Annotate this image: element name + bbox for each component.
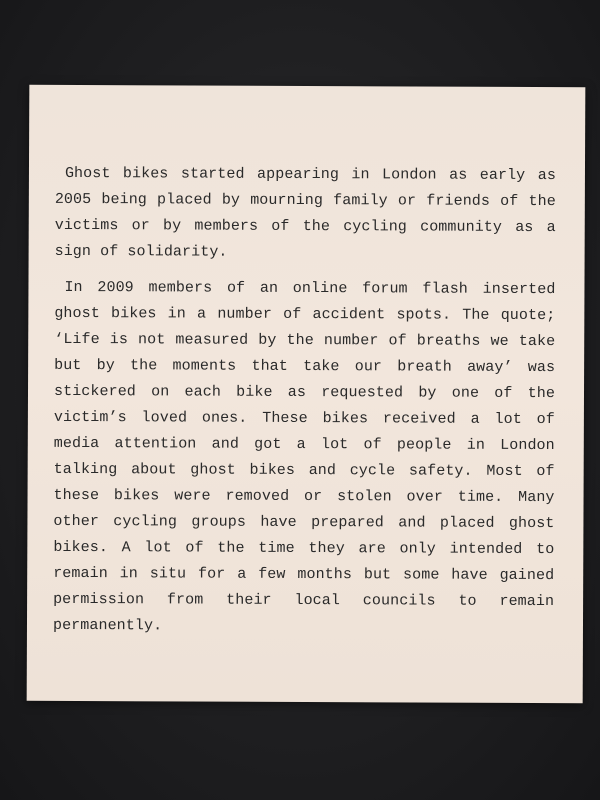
paper-sheet [27,85,586,703]
document-text [53,161,556,651]
paragraph-2: In 2009 members of an online forum flash inserted ghost bikes in a number of accident spots. The quote; ‘Life is not measured by the number of breaths we take but by the moments that take our breath away’ was stickered on each bike as requested by one of the victim’s loved ones. These bikes received a lot of media attention and got a lot of people in London talking about ghost bikes and cycle safety. Most of these bikes were removed or stolen over time. Many other cycling groups have prepared and placed ghost bikes. A lot of the time they are only intended to remain in situ for a few months but some have gained permission from their local councils to remain permanently. [52,278,556,635]
paragraph-1: Ghost bikes started appearing in London as early as 2005 being placed by mourning family or friends of the victims or by members of the cycling community as a sign of solidarity. [54,164,556,261]
